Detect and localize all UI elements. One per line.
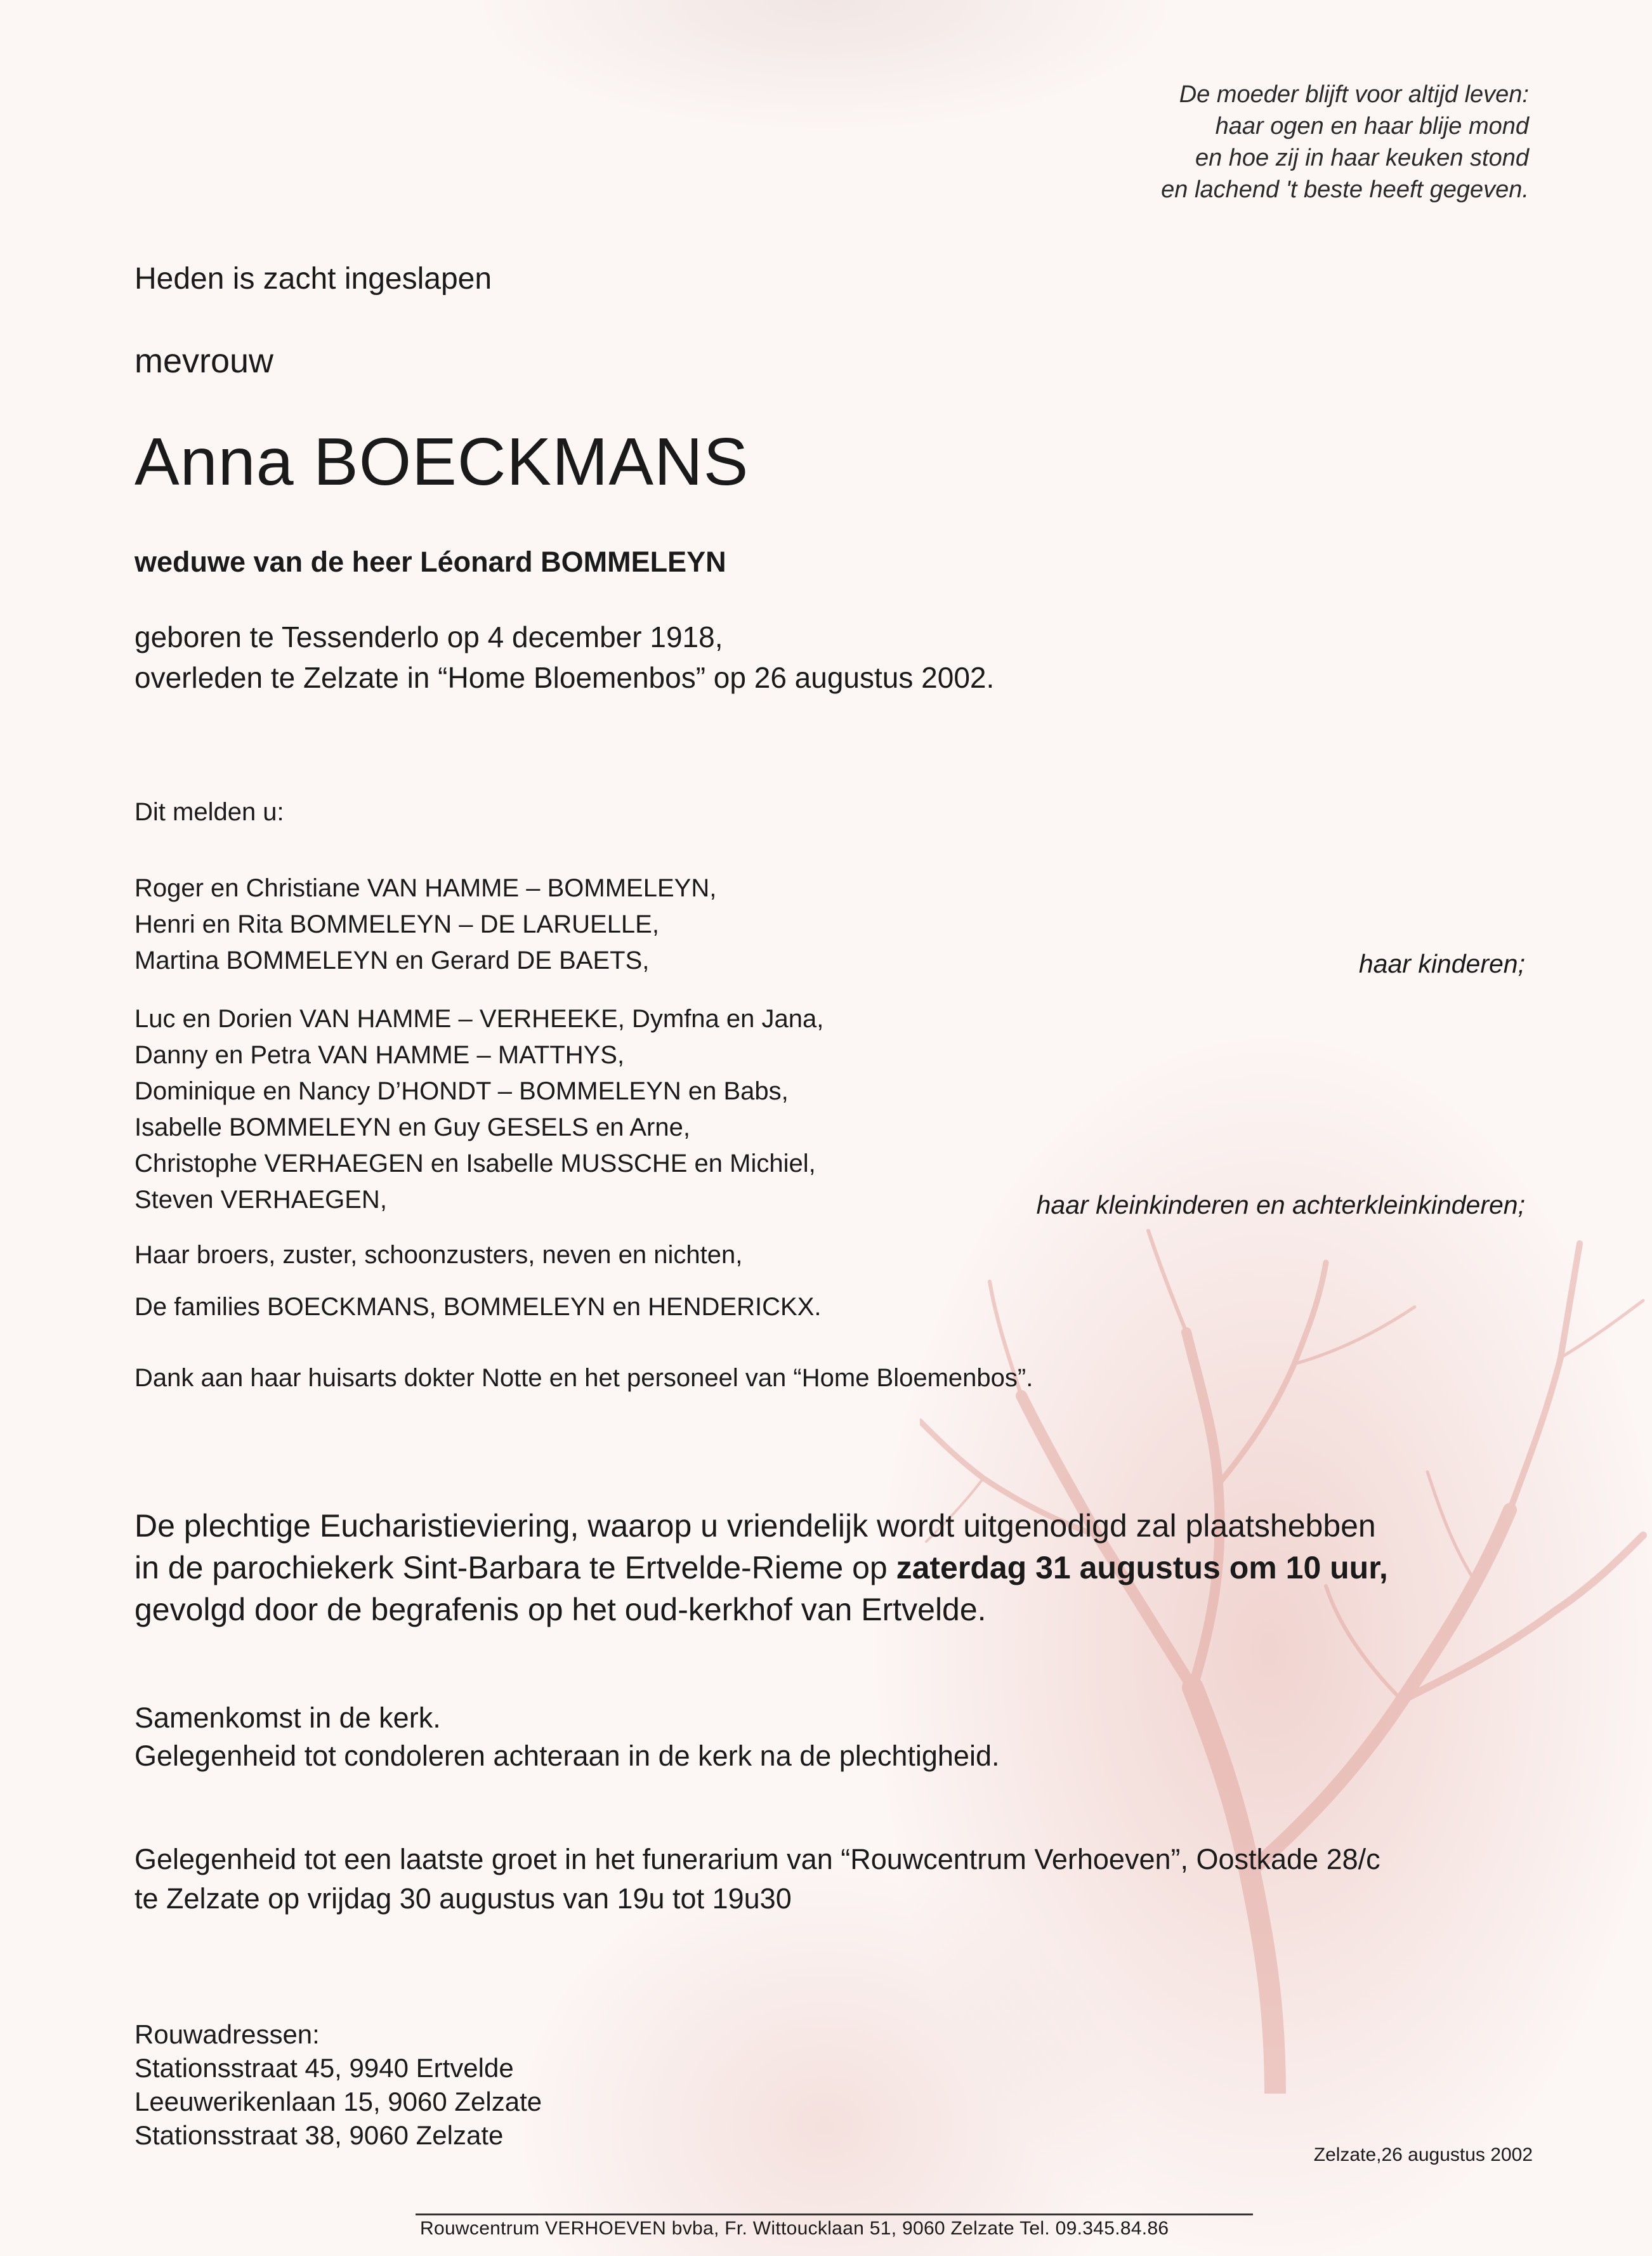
- footer-divider: [416, 2213, 1253, 2215]
- ceremony-info: [134, 1505, 1388, 1630]
- meeting-info: [134, 1699, 999, 1775]
- family-line: Isabelle BOMMELEYN en Guy GESELS en Arne,: [134, 1113, 690, 1141]
- grandchildren-relation: haar kleinkinderen en achterkleinkinderen;: [1036, 1190, 1525, 1219]
- greeting-line: Gelegenheid tot een laatste groet in het funerarium van “Rouwcentrum Verhoeven”, Oostkade 28/c: [134, 1843, 1380, 1875]
- tree-background-image: [920, 1205, 1649, 2094]
- children-relation: haar kinderen;: [1358, 949, 1525, 978]
- family-line: Martina BOMMELEYN en Gerard DE BAETS,: [134, 947, 650, 974]
- addresses-heading: Rouwadressen:: [134, 2019, 320, 2049]
- family-line: Luc en Dorien VAN HAMME – VERHEEKE, Dymfna en Jana,: [134, 1005, 824, 1033]
- address-line: Leeuwerikenlaan 15, 9060 Zelzate: [134, 2087, 542, 2116]
- ceremony-line: gevolgd door de begrafenis op het oud-kerkhof van Ertvelde.: [134, 1592, 987, 1627]
- address-line: Stationsstraat 38, 9060 Zelzate: [134, 2120, 504, 2150]
- deceased-name: Anna BOECKMANS: [134, 424, 749, 499]
- poem-line: haar ogen en haar blije mond: [1215, 113, 1529, 140]
- honorific: mevrouw: [134, 342, 274, 380]
- siblings-line: Haar broers, zuster, schoonzusters, neven en nichten,: [134, 1241, 743, 1269]
- funeral-home-footer: Rouwcentrum VERHOEVEN bvba, Fr. Wittoucklaan 51, 9060 Zelzate Tel. 09.345.84.86: [420, 2218, 1169, 2239]
- family-line: Danny en Petra VAN HAMME – MATTHYS,: [134, 1041, 625, 1069]
- thanks-text: Dank aan haar huisarts dokter Notte en het personeel van “Home Bloemenbos”.: [134, 1364, 1033, 1392]
- last-greeting-info: [134, 1840, 1380, 1918]
- birth-death-info: [134, 617, 994, 698]
- grandchildren-list: [134, 1001, 823, 1218]
- children-list: [134, 870, 716, 979]
- ceremony-line-text: in de parochiekerk Sint-Barbara te Ertvelde-Rieme op: [134, 1550, 896, 1585]
- address-line: Stationsstraat 45, 9940 Ertvelde: [134, 2053, 514, 2083]
- family-line: Christophe VERHAEGEN en Isabelle MUSSCHE en Michiel,: [134, 1150, 816, 1177]
- widow-of: weduwe van de heer Léonard BOMMELEYN: [134, 546, 726, 578]
- ceremony-line: De plechtige Eucharistieviering, waarop u vriendelijk wordt uitgenodigd zal plaatshebben: [134, 1508, 1376, 1544]
- families-line: De families BOECKMANS, BOMMELEYN en HENDERICKX.: [134, 1293, 822, 1321]
- greeting-line: te Zelzate op vrijdag 30 augustus van 19u tot 19u30: [134, 1882, 792, 1915]
- family-line: Roger en Christiane VAN HAMME – BOMMELEYN,: [134, 874, 717, 902]
- announcement-heading: Dit melden u:: [134, 798, 284, 826]
- intro-text: Heden is zacht ingeslapen: [134, 262, 492, 296]
- death-line: overleden te Zelzate in “Home Bloemenbos” op 26 augustus 2002.: [134, 661, 995, 694]
- family-line: Henri en Rita BOMMELEYN – DE LARUELLE,: [134, 910, 659, 938]
- ceremony-line: [134, 1547, 1388, 1589]
- meeting-line: Samenkomst in de kerk.: [134, 1702, 441, 1734]
- family-line: Steven VERHAEGEN,: [134, 1186, 387, 1214]
- ceremony-date: zaterdag 31 augustus om 10 uur,: [896, 1550, 1388, 1585]
- poem: [1161, 79, 1529, 206]
- poem-line: De moeder blijft voor altijd leven:: [1179, 81, 1529, 108]
- poem-line: en hoe zij in haar keuken stond: [1195, 145, 1529, 171]
- poem-line: en lachend 't beste heeft gegeven.: [1161, 176, 1529, 203]
- place-date: Zelzate,26 augustus 2002: [1313, 2144, 1533, 2165]
- family-line: Dominique en Nancy D’HONDT – BOMMELEYN en Babs,: [134, 1077, 789, 1105]
- birth-line: geboren te Tessenderlo op 4 december 1918,: [134, 620, 723, 653]
- meeting-line: Gelegenheid tot condoleren achteraan in de kerk na de plechtigheid.: [134, 1740, 1000, 1772]
- mourning-addresses: [134, 2017, 542, 2152]
